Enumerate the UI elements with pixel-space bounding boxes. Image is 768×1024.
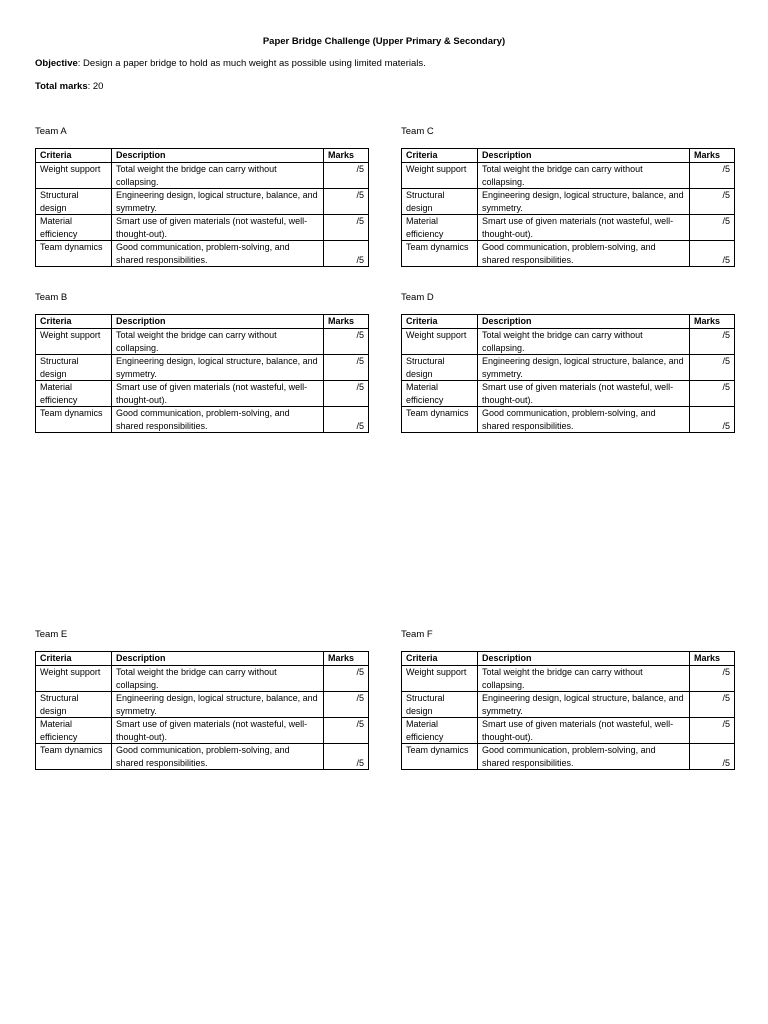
marks-cell: /5 bbox=[690, 744, 735, 770]
rubric-row bbox=[36, 744, 369, 770]
description-header: Description bbox=[478, 149, 690, 163]
document-title: Paper Bridge Challenge (Upper Primary & Secondary) bbox=[262, 36, 506, 47]
rubric-row bbox=[36, 718, 369, 744]
description-cell: Engineering design, logical structure, balance, and symmetry. bbox=[112, 189, 324, 215]
rubric-row bbox=[402, 692, 735, 718]
description-cell: Engineering design, logical structure, balance, and symmetry. bbox=[112, 355, 324, 381]
marks-cell: /5 bbox=[690, 329, 735, 355]
marks-cell: /5 bbox=[324, 163, 369, 189]
description-cell: Good communication, problem-solving, and shared responsibilities. bbox=[478, 241, 690, 267]
description-header: Description bbox=[112, 652, 324, 666]
description-header: Description bbox=[478, 652, 690, 666]
marks-cell: /5 bbox=[690, 355, 735, 381]
marks-cell: /5 bbox=[324, 381, 369, 407]
criteria-cell: Structural design bbox=[402, 692, 478, 718]
marks-cell: /5 bbox=[324, 744, 369, 770]
criteria-cell: Material efficiency bbox=[36, 215, 112, 241]
description-cell: Total weight the bridge can carry without collapsing. bbox=[112, 163, 324, 189]
description-cell: Good communication, problem-solving, and shared responsibilities. bbox=[112, 744, 324, 770]
criteria-cell: Structural design bbox=[402, 355, 478, 381]
rubric-row bbox=[402, 163, 735, 189]
criteria-header: Criteria bbox=[402, 315, 478, 329]
rubric-table bbox=[35, 651, 369, 770]
description-cell: Engineering design, logical structure, balance, and symmetry. bbox=[478, 692, 690, 718]
rubric-table bbox=[35, 314, 369, 433]
description-cell: Good communication, problem-solving, and shared responsibilities. bbox=[112, 241, 324, 267]
criteria-cell: Material efficiency bbox=[402, 381, 478, 407]
rubric-row bbox=[402, 718, 735, 744]
criteria-cell: Structural design bbox=[402, 189, 478, 215]
criteria-cell: Material efficiency bbox=[36, 381, 112, 407]
rubric-table bbox=[35, 148, 369, 267]
rubric-row bbox=[402, 407, 735, 433]
criteria-cell: Team dynamics bbox=[36, 744, 112, 770]
description-cell: Total weight the bridge can carry without collapsing. bbox=[112, 666, 324, 692]
rubric-row bbox=[36, 215, 369, 241]
rubric-row bbox=[36, 407, 369, 433]
marks-cell: /5 bbox=[690, 666, 735, 692]
rubric-header-row bbox=[402, 149, 735, 163]
team-label: Team B bbox=[35, 292, 68, 303]
rubric-row bbox=[402, 381, 735, 407]
team-label: Team E bbox=[35, 629, 68, 640]
description-cell: Good communication, problem-solving, and shared responsibilities. bbox=[478, 744, 690, 770]
total-marks-label: Total marks bbox=[35, 81, 88, 92]
total-marks-line bbox=[35, 81, 103, 92]
criteria-header: Criteria bbox=[402, 652, 478, 666]
rubric-row bbox=[36, 666, 369, 692]
team-label: Team A bbox=[35, 126, 67, 137]
description-header: Description bbox=[478, 315, 690, 329]
criteria-cell: Team dynamics bbox=[402, 407, 478, 433]
marks-cell: /5 bbox=[324, 355, 369, 381]
description-cell: Good communication, problem-solving, and shared responsibilities. bbox=[112, 407, 324, 433]
description-header: Description bbox=[112, 315, 324, 329]
marks-cell: /5 bbox=[324, 215, 369, 241]
criteria-cell: Material efficiency bbox=[36, 718, 112, 744]
rubric-header-row bbox=[402, 652, 735, 666]
marks-cell: /5 bbox=[690, 215, 735, 241]
rubric-header-row bbox=[36, 652, 369, 666]
rubric-row bbox=[36, 381, 369, 407]
rubric-row bbox=[402, 329, 735, 355]
marks-cell: /5 bbox=[690, 241, 735, 267]
criteria-cell: Team dynamics bbox=[402, 744, 478, 770]
criteria-cell: Weight support bbox=[402, 666, 478, 692]
description-cell: Smart use of given materials (not wasteful, well-thought-out). bbox=[478, 215, 690, 241]
description-cell: Smart use of given materials (not wasteful, well-thought-out). bbox=[112, 215, 324, 241]
team-label: Team D bbox=[401, 292, 434, 303]
marks-header: Marks bbox=[690, 149, 735, 163]
marks-header: Marks bbox=[324, 315, 369, 329]
criteria-cell: Team dynamics bbox=[36, 407, 112, 433]
criteria-cell: Weight support bbox=[36, 666, 112, 692]
description-cell: Engineering design, logical structure, balance, and symmetry. bbox=[478, 189, 690, 215]
criteria-cell: Structural design bbox=[36, 692, 112, 718]
rubric-row bbox=[36, 329, 369, 355]
marks-cell: /5 bbox=[324, 692, 369, 718]
marks-cell: /5 bbox=[324, 666, 369, 692]
criteria-cell: Team dynamics bbox=[36, 241, 112, 267]
marks-cell: /5 bbox=[324, 189, 369, 215]
description-cell: Total weight the bridge can carry without collapsing. bbox=[478, 163, 690, 189]
criteria-header: Criteria bbox=[36, 149, 112, 163]
rubric-header-row bbox=[36, 149, 369, 163]
marks-cell: /5 bbox=[690, 692, 735, 718]
rubric-table bbox=[401, 148, 735, 267]
criteria-cell: Weight support bbox=[36, 163, 112, 189]
rubric-table bbox=[401, 314, 735, 433]
marks-cell: /5 bbox=[324, 241, 369, 267]
rubric-table bbox=[401, 651, 735, 770]
criteria-header: Criteria bbox=[36, 315, 112, 329]
marks-cell: /5 bbox=[690, 407, 735, 433]
rubric-header-row bbox=[36, 315, 369, 329]
rubric-row bbox=[36, 355, 369, 381]
criteria-cell: Weight support bbox=[402, 163, 478, 189]
description-cell: Engineering design, logical structure, balance, and symmetry. bbox=[478, 355, 690, 381]
objective-text: : Design a paper bridge to hold as much weight as possible using limited materials. bbox=[77, 58, 426, 69]
criteria-header: Criteria bbox=[36, 652, 112, 666]
rubric-row bbox=[36, 189, 369, 215]
description-cell: Total weight the bridge can carry without collapsing. bbox=[478, 666, 690, 692]
team-label: Team C bbox=[401, 126, 434, 137]
criteria-cell: Team dynamics bbox=[402, 241, 478, 267]
rubric-row bbox=[402, 241, 735, 267]
rubric-row bbox=[402, 215, 735, 241]
criteria-header: Criteria bbox=[402, 149, 478, 163]
description-cell: Smart use of given materials (not wasteful, well-thought-out). bbox=[478, 718, 690, 744]
marks-cell: /5 bbox=[690, 189, 735, 215]
marks-header: Marks bbox=[690, 315, 735, 329]
criteria-cell: Weight support bbox=[36, 329, 112, 355]
marks-header: Marks bbox=[324, 149, 369, 163]
marks-cell: /5 bbox=[690, 718, 735, 744]
rubric-row bbox=[402, 744, 735, 770]
description-cell: Smart use of given materials (not wasteful, well-thought-out). bbox=[112, 718, 324, 744]
description-cell: Smart use of given materials (not wasteful, well-thought-out). bbox=[112, 381, 324, 407]
objective-label: Objective bbox=[35, 58, 78, 69]
rubric-row bbox=[36, 692, 369, 718]
rubric-header-row bbox=[402, 315, 735, 329]
description-header: Description bbox=[112, 149, 324, 163]
marks-cell: /5 bbox=[690, 381, 735, 407]
total-marks-text: : 20 bbox=[87, 81, 104, 92]
objective-line bbox=[35, 58, 426, 69]
rubric-row bbox=[402, 666, 735, 692]
description-cell: Total weight the bridge can carry without collapsing. bbox=[478, 329, 690, 355]
criteria-cell: Weight support bbox=[402, 329, 478, 355]
criteria-cell: Structural design bbox=[36, 355, 112, 381]
marks-header: Marks bbox=[690, 652, 735, 666]
rubric-row bbox=[36, 241, 369, 267]
marks-cell: /5 bbox=[690, 163, 735, 189]
rubric-row bbox=[402, 355, 735, 381]
team-label: Team F bbox=[401, 629, 433, 640]
marks-cell: /5 bbox=[324, 407, 369, 433]
criteria-cell: Structural design bbox=[36, 189, 112, 215]
marks-cell: /5 bbox=[324, 718, 369, 744]
description-cell: Smart use of given materials (not wasteful, well-thought-out). bbox=[478, 381, 690, 407]
description-cell: Engineering design, logical structure, balance, and symmetry. bbox=[112, 692, 324, 718]
description-cell: Good communication, problem-solving, and shared responsibilities. bbox=[478, 407, 690, 433]
rubric-row bbox=[36, 163, 369, 189]
rubric-row bbox=[402, 189, 735, 215]
description-cell: Total weight the bridge can carry without collapsing. bbox=[112, 329, 324, 355]
criteria-cell: Material efficiency bbox=[402, 718, 478, 744]
criteria-cell: Material efficiency bbox=[402, 215, 478, 241]
marks-header: Marks bbox=[324, 652, 369, 666]
marks-cell: /5 bbox=[324, 329, 369, 355]
